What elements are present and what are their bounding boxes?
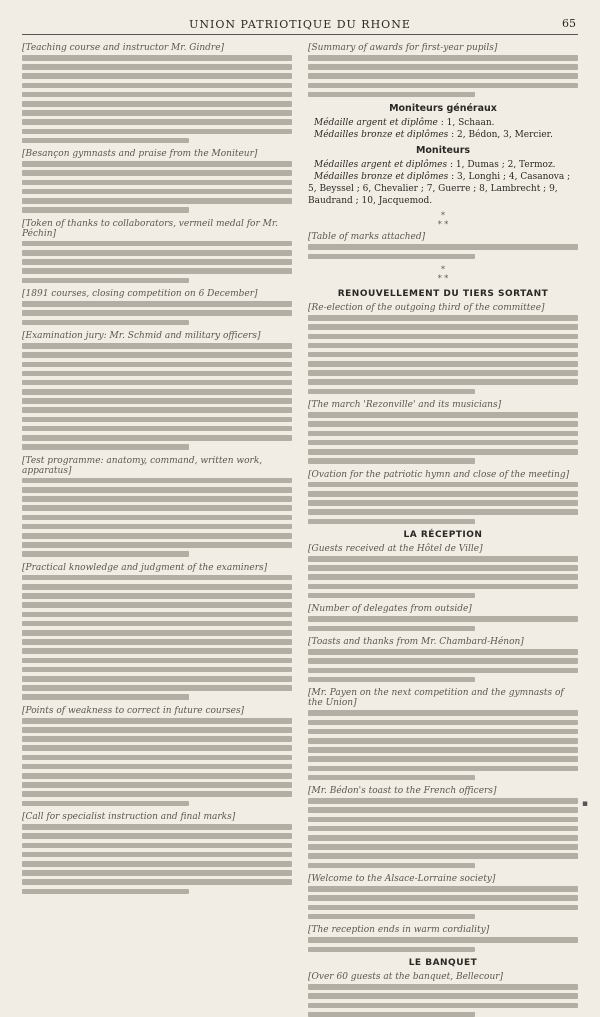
text-line xyxy=(308,500,578,506)
text-line xyxy=(308,370,578,376)
paragraph-block xyxy=(308,544,578,598)
text-line xyxy=(22,268,292,274)
text-line xyxy=(22,180,292,186)
text-line xyxy=(308,738,578,744)
text-line xyxy=(22,64,292,70)
text-line xyxy=(22,55,292,61)
text-lines xyxy=(308,984,578,1017)
text-line xyxy=(22,630,292,636)
text-lines xyxy=(22,161,292,213)
text-line xyxy=(308,937,578,943)
paragraph-summary: [Guests received at the Hôtel de Ville] xyxy=(308,544,483,555)
text-line xyxy=(22,612,292,618)
text-line xyxy=(22,380,292,386)
text-line xyxy=(22,496,292,502)
paragraph-block xyxy=(308,688,578,780)
text-line xyxy=(308,863,475,869)
text-line xyxy=(308,92,475,98)
paragraph-block xyxy=(22,289,292,325)
text-line xyxy=(22,170,292,176)
section-ornament xyxy=(308,211,578,229)
text-line xyxy=(308,509,578,515)
text-lines xyxy=(308,482,578,524)
paragraph-summary: [Token of thanks to collaborators, vermeil medal for Mr. Péchin] xyxy=(22,218,279,239)
paragraph-summary: [Number of delegates from outside] xyxy=(308,604,472,615)
text-lines xyxy=(308,412,578,464)
text-line xyxy=(22,487,292,493)
text-line xyxy=(308,905,578,911)
paragraph-block xyxy=(22,456,292,557)
text-lines xyxy=(22,575,292,700)
text-line xyxy=(22,870,292,876)
text-line xyxy=(308,574,578,580)
text-line xyxy=(308,565,578,571)
text-line xyxy=(22,755,292,761)
text-line xyxy=(308,352,578,358)
text-line xyxy=(308,244,578,250)
text-line xyxy=(308,584,578,590)
ornament-star: * * xyxy=(437,274,449,284)
text-line xyxy=(22,602,292,608)
text-line xyxy=(22,639,292,645)
text-line xyxy=(22,161,292,167)
paragraph-summary: [Re-election of the outgoing third of the committee] xyxy=(308,303,545,314)
text-line xyxy=(22,824,292,830)
award-value: : 3, Longhi ; 4, Casanova ; 5, Beyssel ; 6, Chevalier ; 7, Guerre ; 8, Lambrecht ; 9, Baudrand ; 10, Jacquemod. xyxy=(308,172,571,207)
text-line xyxy=(22,398,292,404)
text-line xyxy=(308,449,578,455)
text-line xyxy=(308,668,578,674)
award-value: : 2, Bédon, 3, Mercier. xyxy=(448,130,553,141)
paragraph-summary: [Examination jury: Mr. Schmid and military officers] xyxy=(22,331,261,342)
ornament-star: * * xyxy=(437,220,449,230)
section-heading: RENOUVELLEMENT DU TIERS SORTANT xyxy=(337,289,549,300)
text-lines xyxy=(22,478,292,557)
text-line xyxy=(22,371,292,377)
text-line xyxy=(308,817,578,823)
text-line xyxy=(22,250,292,256)
paragraph-summary: [Test programme: anatomy, command, written work, apparatus] xyxy=(22,455,263,476)
text-line xyxy=(22,879,292,885)
text-line xyxy=(308,83,578,89)
text-line xyxy=(308,254,475,260)
text-line xyxy=(308,55,578,61)
text-line xyxy=(308,658,578,664)
award-label: Médailles bronze et diplômes xyxy=(314,130,449,141)
text-line xyxy=(308,984,578,990)
text-line xyxy=(22,207,189,213)
results-list xyxy=(308,145,578,207)
text-lines xyxy=(308,649,578,682)
paragraph-summary: [1891 courses, closing competition on 6 December] xyxy=(22,289,258,300)
results-list xyxy=(308,103,578,141)
text-line xyxy=(308,64,578,70)
page-number: 65 xyxy=(562,17,576,30)
paragraph-summary: [Over 60 guests at the banquet, Bellecour] xyxy=(308,972,504,983)
text-lines xyxy=(22,301,292,325)
paragraph-block xyxy=(22,149,292,213)
text-line xyxy=(308,334,578,340)
text-line xyxy=(22,92,292,98)
text-line xyxy=(22,426,292,432)
paragraph-block xyxy=(308,400,578,464)
text-lines xyxy=(308,315,578,394)
text-line xyxy=(308,343,578,349)
text-line xyxy=(308,826,578,832)
text-line xyxy=(308,626,475,632)
award-label: Médaille argent et diplôme xyxy=(314,118,438,129)
text-line xyxy=(22,621,292,627)
results-entry xyxy=(308,129,578,141)
paragraph-block xyxy=(22,812,292,894)
text-line xyxy=(22,791,292,797)
text-line xyxy=(22,189,292,195)
text-line xyxy=(22,852,292,858)
text-line xyxy=(308,798,578,804)
text-line xyxy=(308,315,578,321)
text-line xyxy=(308,729,578,735)
text-line xyxy=(22,343,292,349)
text-lines xyxy=(22,241,292,283)
text-lines xyxy=(308,556,578,598)
text-line xyxy=(22,782,292,788)
text-line xyxy=(22,694,189,700)
text-line xyxy=(22,505,292,511)
section-ornament xyxy=(308,265,578,283)
text-line xyxy=(308,766,578,772)
paragraph-block xyxy=(308,303,578,394)
paragraph-block xyxy=(22,706,292,806)
ornament-star: * xyxy=(441,211,445,221)
paragraph-summary: [Teaching course and instructor Mr. Gindre] xyxy=(22,43,225,53)
text-line xyxy=(308,1003,578,1009)
paragraph-summary: [Besançon gymnasts and praise from the Moniteur] xyxy=(22,149,258,160)
paragraph-block xyxy=(308,972,578,1017)
text-line xyxy=(22,861,292,867)
text-line xyxy=(22,278,189,284)
text-line xyxy=(308,389,475,395)
text-line xyxy=(22,685,292,691)
text-line xyxy=(308,458,475,464)
text-line xyxy=(308,482,578,488)
text-line xyxy=(308,616,578,622)
text-line xyxy=(22,101,292,107)
text-line xyxy=(308,756,578,762)
text-line xyxy=(308,835,578,841)
text-line xyxy=(308,421,578,427)
text-line xyxy=(308,556,578,562)
text-line xyxy=(308,720,578,726)
text-lines xyxy=(308,616,578,631)
text-line xyxy=(308,593,475,599)
paragraph-block xyxy=(308,637,578,682)
text-line xyxy=(22,843,292,849)
text-line xyxy=(308,412,578,418)
text-line xyxy=(22,658,292,664)
text-line xyxy=(22,676,292,682)
text-line xyxy=(22,138,189,144)
text-line xyxy=(308,844,578,850)
paragraph-block xyxy=(308,874,578,919)
text-line xyxy=(22,301,292,307)
paragraph-block xyxy=(22,331,292,450)
paragraph-block xyxy=(308,232,578,259)
journal-title: UNION PATRIOTIQUE DU RHONE xyxy=(189,17,411,31)
running-header xyxy=(22,14,578,35)
text-line xyxy=(22,773,292,779)
printer-mark: ▪ xyxy=(581,799,588,809)
text-lines xyxy=(22,718,292,806)
paragraph-summary: [Call for specialist instruction and final marks] xyxy=(22,812,236,823)
text-lines xyxy=(308,244,578,259)
text-line xyxy=(308,324,578,330)
award-label: Médailles argent et diplômes xyxy=(314,160,448,171)
text-line xyxy=(22,352,292,358)
text-line xyxy=(22,310,292,316)
text-line xyxy=(22,718,292,724)
text-line xyxy=(22,515,292,521)
text-columns xyxy=(22,43,578,983)
paragraph-summary: [The reception ends in warm cordiality] xyxy=(308,925,490,936)
left-column xyxy=(22,43,292,823)
text-line xyxy=(308,1012,475,1017)
text-line xyxy=(22,533,292,539)
text-line xyxy=(308,379,578,385)
text-line xyxy=(22,764,292,770)
text-line xyxy=(22,584,292,590)
text-line xyxy=(22,110,292,116)
text-line xyxy=(308,677,475,683)
text-line xyxy=(22,801,189,807)
text-line xyxy=(308,710,578,716)
text-line xyxy=(22,727,292,733)
text-line xyxy=(308,807,578,813)
text-lines xyxy=(308,710,578,780)
text-line xyxy=(22,833,292,839)
paragraph-summary: [Mr. Payen on the next competition and the gymnasts of the Union] xyxy=(308,688,564,709)
paragraph-summary: [Ovation for the patriotic hymn and close of the meeting] xyxy=(308,469,570,480)
text-line xyxy=(308,914,475,920)
text-line xyxy=(308,649,578,655)
text-line xyxy=(22,551,189,557)
paragraph-summary: [Welcome to the Alsace-Lorraine society] xyxy=(308,874,496,885)
text-lines xyxy=(22,343,292,450)
text-line xyxy=(22,320,189,326)
text-line xyxy=(22,417,292,423)
paragraph-summary: [Practical knowledge and judgment of the examiners] xyxy=(22,562,268,573)
award-label: Médailles bronze et diplômes xyxy=(314,172,449,183)
text-line xyxy=(308,853,578,859)
text-line xyxy=(22,362,292,368)
results-entry xyxy=(308,159,578,171)
text-line xyxy=(22,435,292,441)
text-line xyxy=(308,747,578,753)
text-line xyxy=(22,241,292,247)
text-line xyxy=(22,593,292,599)
paragraph-block xyxy=(22,219,292,283)
paragraph-block xyxy=(22,563,292,700)
text-line xyxy=(308,886,578,892)
paragraph-block xyxy=(308,925,578,952)
right-column xyxy=(308,43,578,983)
text-line xyxy=(308,491,578,497)
text-line xyxy=(22,745,292,751)
paragraph-summary: [The march 'Rezonville' and its musicians] xyxy=(308,400,502,411)
results-title: Moniteurs xyxy=(415,145,471,157)
text-lines xyxy=(22,55,292,143)
text-line xyxy=(22,736,292,742)
paragraph-block xyxy=(308,43,578,97)
text-line xyxy=(22,524,292,530)
text-line xyxy=(308,895,578,901)
award-value: : 1, Dumas ; 2, Termoz. xyxy=(447,160,556,171)
paragraph-summary: [Table of marks attached] xyxy=(308,232,426,243)
ornament-star: * xyxy=(441,265,445,275)
results-entry xyxy=(308,171,578,207)
text-line xyxy=(22,478,292,484)
text-line xyxy=(22,889,189,895)
text-line xyxy=(22,259,292,265)
paragraph-block xyxy=(308,786,578,868)
text-lines xyxy=(308,55,578,97)
text-line xyxy=(308,775,475,781)
text-line xyxy=(22,648,292,654)
paragraph-summary: [Mr. Bédon's toast to the French officers] xyxy=(308,786,497,797)
section-heading: LE BANQUET xyxy=(408,958,478,969)
text-line xyxy=(22,575,292,581)
paragraph-summary: [Summary of awards for first-year pupils] xyxy=(308,43,498,53)
paragraph-block xyxy=(22,43,292,143)
paragraph-block xyxy=(308,604,578,631)
text-lines xyxy=(308,798,578,868)
text-line xyxy=(22,83,292,89)
text-line xyxy=(308,947,475,953)
text-line xyxy=(22,407,292,413)
text-line xyxy=(22,667,292,673)
text-line xyxy=(22,119,292,125)
text-line xyxy=(22,198,292,204)
text-line xyxy=(22,129,292,135)
section-heading: LA RÉCEPTION xyxy=(403,530,483,541)
text-line xyxy=(308,73,578,79)
text-line xyxy=(22,444,189,450)
text-line xyxy=(308,440,578,446)
text-line xyxy=(308,519,475,525)
award-value: : 1, Schaan. xyxy=(437,118,495,129)
text-line xyxy=(308,993,578,999)
text-line xyxy=(22,389,292,395)
text-line xyxy=(22,73,292,79)
results-title: Moniteurs généraux xyxy=(389,103,497,115)
text-lines xyxy=(308,886,578,919)
paragraph-block xyxy=(308,470,578,524)
text-line xyxy=(22,542,292,548)
text-line xyxy=(308,361,578,367)
paragraph-summary: [Points of weakness to correct in future courses] xyxy=(22,705,245,716)
text-line xyxy=(308,431,578,437)
results-entry xyxy=(308,117,578,129)
text-lines xyxy=(22,824,292,894)
paragraph-summary: [Toasts and thanks from Mr. Chambard-Hénon] xyxy=(308,637,524,648)
text-lines xyxy=(308,937,578,952)
